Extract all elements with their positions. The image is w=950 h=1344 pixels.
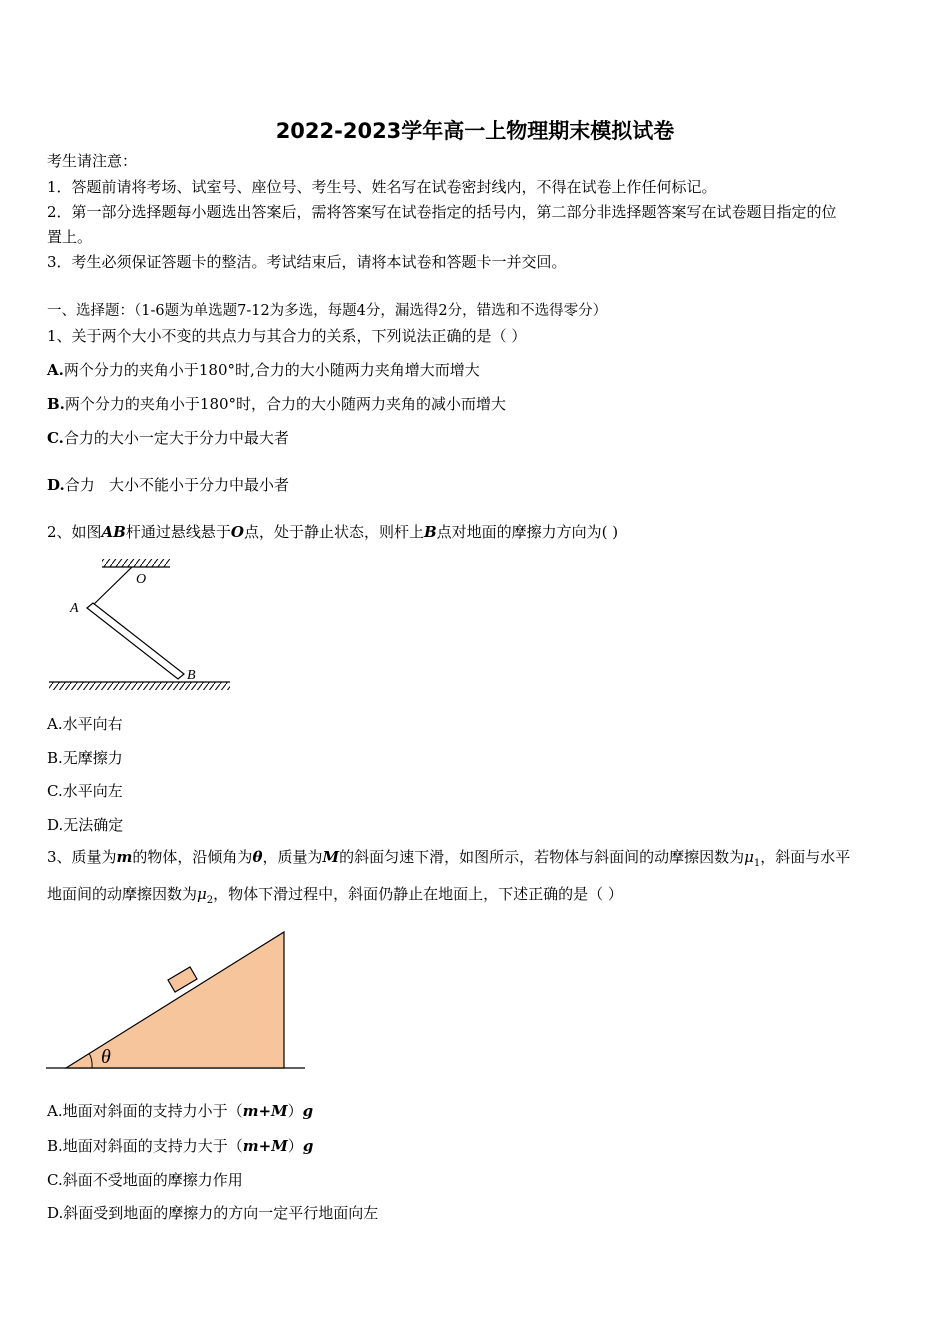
var-ab: AB xyxy=(101,523,126,541)
stem-text: 地面间的动摩擦因数为 xyxy=(47,885,198,903)
option-label: A. xyxy=(47,361,64,379)
notice-item-2-cont: 置上。 xyxy=(47,228,93,246)
option-label: D. xyxy=(47,476,65,494)
label-b: B xyxy=(187,668,196,683)
q3-stem-line1 xyxy=(47,847,850,874)
option-text: 两个分力的夹角小于180°时,合力的大小随两力夹角增大而增大 xyxy=(63,361,480,379)
option-text: A.地面对斜面的支持力小于（ xyxy=(47,1102,243,1120)
q2-option-a: A.水平向右 xyxy=(47,715,123,733)
q1-option-b xyxy=(47,394,506,414)
q3-option-b xyxy=(47,1136,313,1156)
label-theta: θ xyxy=(101,1046,111,1068)
label-o: O xyxy=(136,572,147,587)
stem-text: 杆通过悬线悬于 xyxy=(125,523,231,541)
option-text: ） xyxy=(287,1137,303,1155)
subscript: 2 xyxy=(206,895,214,906)
section-heading: 一、选择题：（1-6题为单选题7-12为多选，每题4分，漏选得2分，错选和不选得零分） xyxy=(47,303,608,319)
option-text: 合力 大小不能小于分力中最小者 xyxy=(64,476,290,494)
incline-wedge xyxy=(66,932,284,1068)
notice-item-1: 1．答题前请将考场、试室号、座位号、考生号、姓名写在试卷密封线内，不得在试卷上作任何标记。 xyxy=(47,178,717,196)
stem-text: 的物体，沿倾角为 xyxy=(132,848,253,866)
q1-option-d xyxy=(47,475,289,495)
q3-option-a xyxy=(47,1101,313,1121)
var-o: O xyxy=(230,523,244,541)
var-mass-sum: m+M xyxy=(242,1102,288,1120)
stem-text: ，斜面与水平 xyxy=(760,848,851,866)
notice-item-3: 3．考生必须保证答题卡的整洁。考试结束后，请将本试卷和答题卡一并交回。 xyxy=(47,253,567,271)
var-m: m xyxy=(116,848,133,866)
notice-header: 考生请注意： xyxy=(47,152,138,170)
option-text: ） xyxy=(287,1102,303,1120)
q3-stem-line2 xyxy=(47,884,623,911)
option-label: C. xyxy=(47,429,64,447)
q1-option-c xyxy=(47,428,289,448)
option-text: 两个分力的夹角小于180°时，合力的大小随两力夹角的减小而增大 xyxy=(64,395,507,413)
q2-option-c: C.水平向左 xyxy=(47,782,123,800)
option-text: 合力的大小一定大于分力中最大者 xyxy=(63,429,289,447)
stem-text: 的斜面匀速下滑，如图所示，若物体与斜面间的动摩擦因数为 xyxy=(339,848,745,866)
q1-stem: 1、关于两个大小不变的共点力与其合力的关系，下列说法正确的是（ ） xyxy=(47,327,527,345)
stem-text: 点，处于静止状态，则杆上 xyxy=(243,523,424,541)
q2-option-b: B.无摩擦力 xyxy=(47,749,123,767)
q2-figure-rod xyxy=(40,556,240,696)
q3-option-c: C.斜面不受地面的摩擦力作用 xyxy=(47,1171,243,1189)
stem-text: ，物体下滑过程中，斜面仍静止在地面上，下述正确的是（ ） xyxy=(213,885,623,903)
var-g: g xyxy=(302,1137,314,1155)
stem-text: ，质量为 xyxy=(262,848,323,866)
var-mu: μ xyxy=(744,848,754,866)
var-M: M xyxy=(322,848,340,866)
stem-text: 3、质量为 xyxy=(47,848,117,866)
q1-option-a xyxy=(47,360,480,380)
subscript: 1 xyxy=(753,858,761,869)
q2-stem xyxy=(47,522,618,542)
q3-option-d: D.斜面受到地面的摩擦力的方向一定平行地面向左 xyxy=(47,1204,379,1222)
option-label: B. xyxy=(47,395,65,413)
var-g: g xyxy=(302,1102,314,1120)
var-mu: μ xyxy=(197,885,207,903)
stem-text: 点对地面的摩擦力方向为( ) xyxy=(436,523,619,541)
label-a: A xyxy=(70,601,79,616)
page-title: 2022-2023学年高一上物理期末模拟试卷 xyxy=(275,119,675,143)
q2-option-d: D.无法确定 xyxy=(47,816,124,834)
var-b: B xyxy=(423,523,437,541)
block xyxy=(168,967,197,992)
option-text: B.地面对斜面的支持力大于（ xyxy=(47,1137,243,1155)
var-mass-sum: m+M xyxy=(242,1137,288,1155)
notice-item-2: 2．第一部分选择题每小题选出答案后，需将答案写在试卷指定的括号内，第二部分非选择题答案写在试卷题目指定的位 xyxy=(47,203,837,221)
stem-text: 2、如图 xyxy=(47,523,102,541)
var-theta: θ xyxy=(252,848,263,866)
q3-figure-incline xyxy=(40,925,310,1075)
